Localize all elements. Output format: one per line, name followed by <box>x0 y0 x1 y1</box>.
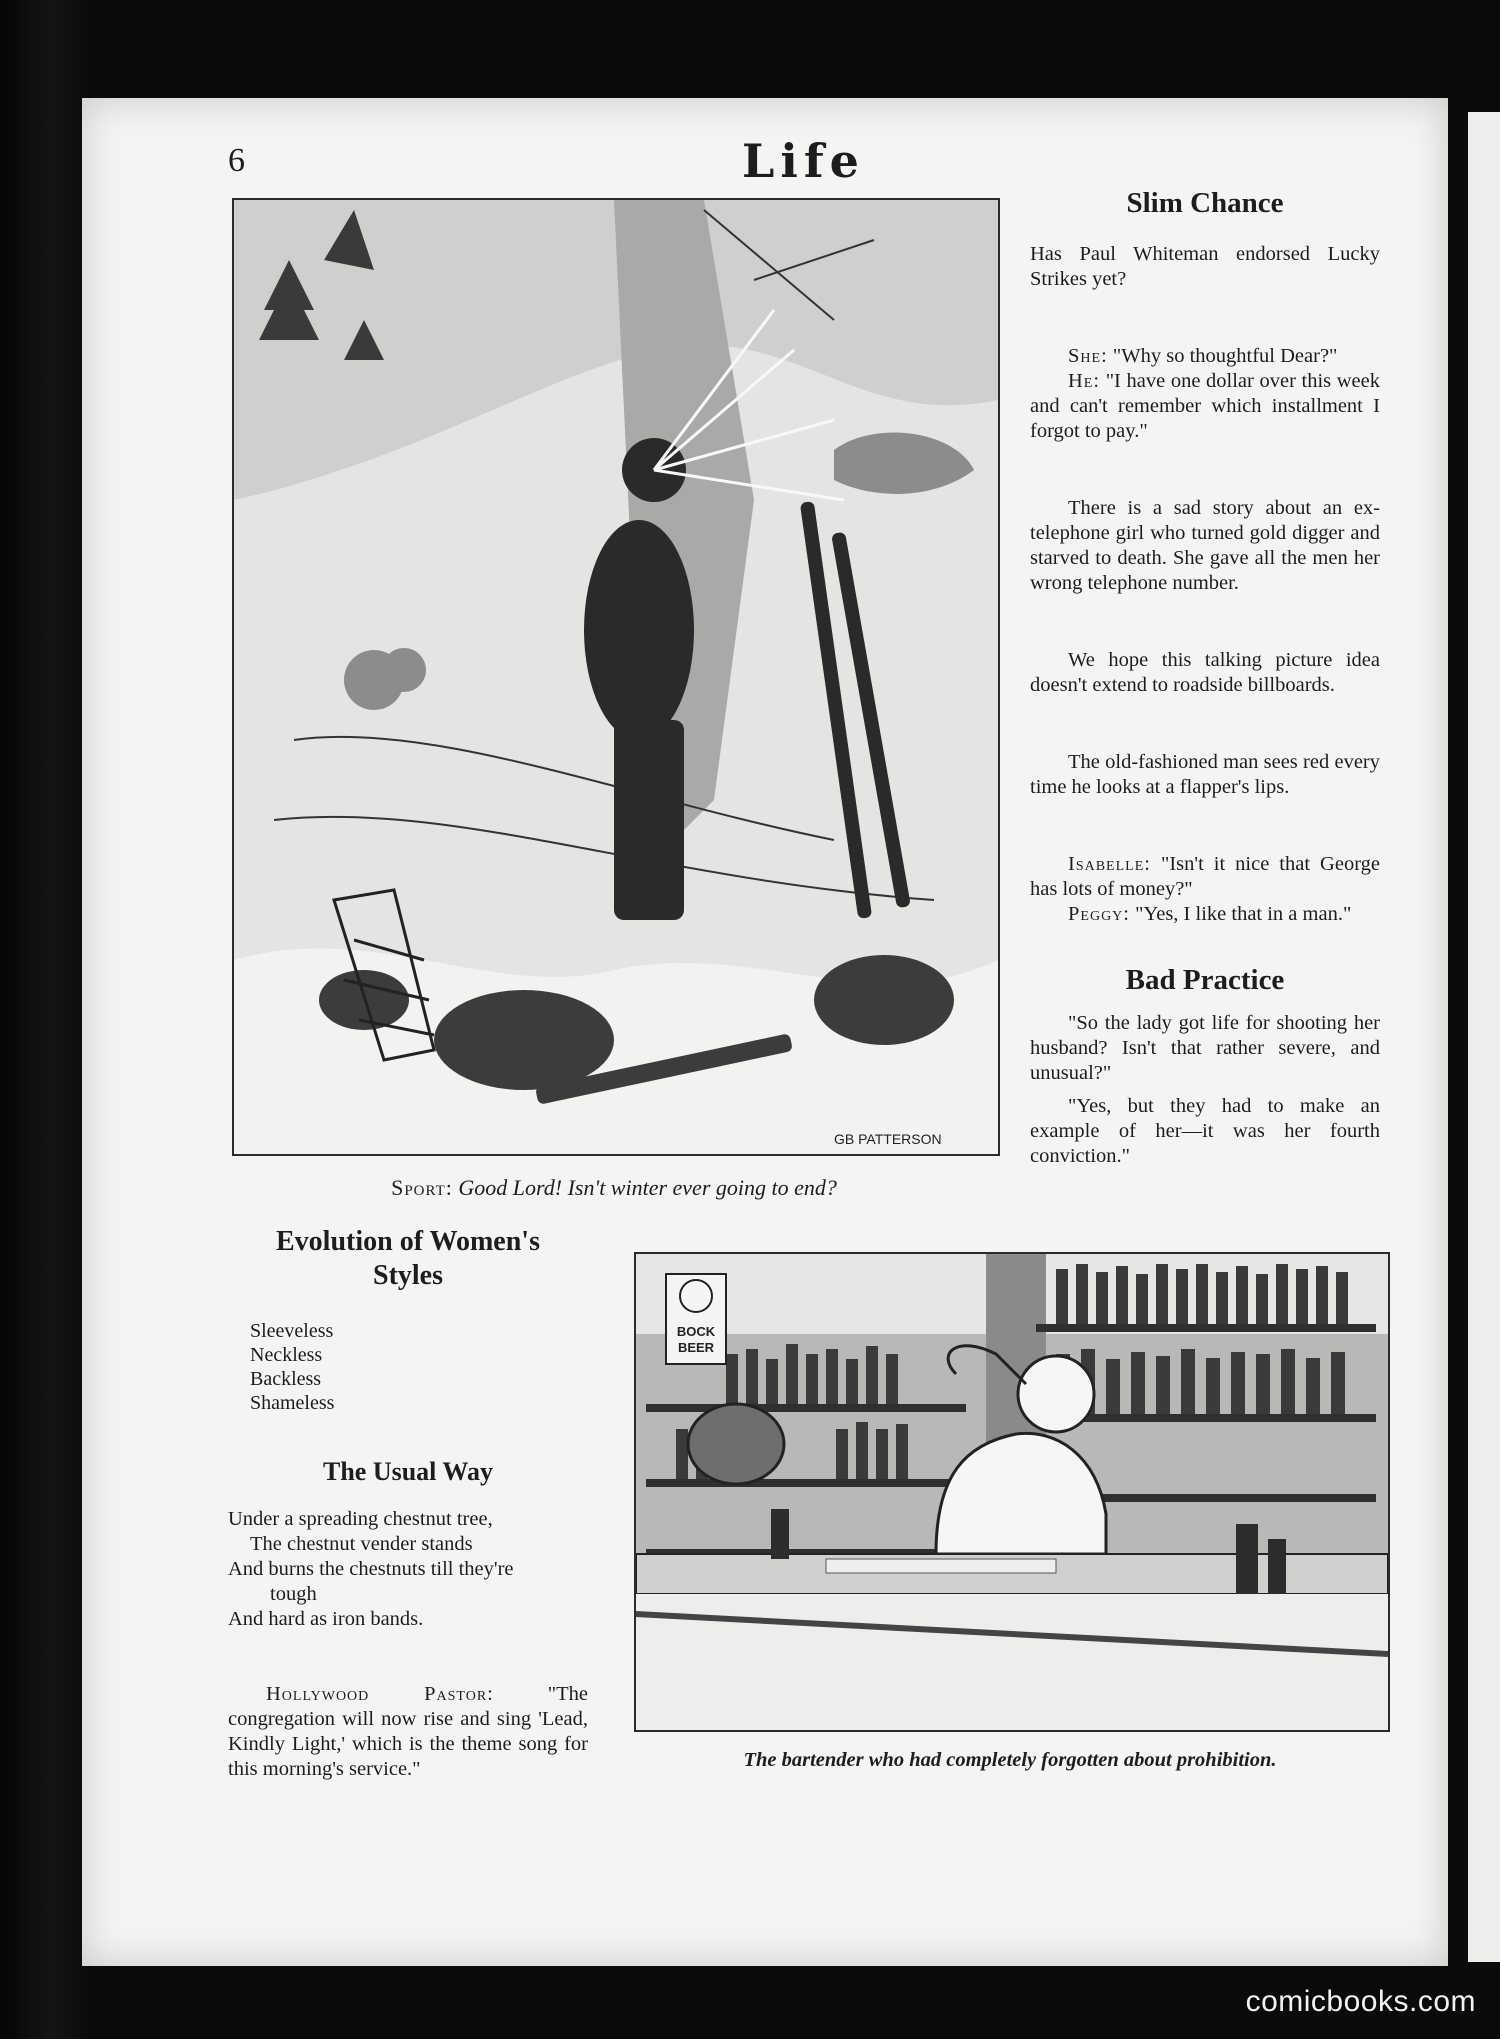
ski-cartoon-drawing <box>234 200 998 1154</box>
bad-practice-heading: Bad Practice <box>1125 964 1285 996</box>
line-she: "Why so thoughtful Dear?" <box>1112 345 1338 367</box>
poem-line: Under a spreading chestnut tree, <box>228 1508 493 1530</box>
watermark: comicbooks.com <box>1245 1985 1476 2018</box>
page-number: 6 <box>228 142 245 179</box>
speaker-pastor: Hollywood Pastor: <box>266 1683 494 1705</box>
poem-line: And burns the chestnuts till they're <box>228 1558 514 1580</box>
facing-page-edge <box>1468 112 1500 1962</box>
bock-beer-sign-line2: BEER <box>677 1340 715 1355</box>
bock-beer-sign-line1: BOCK <box>676 1324 716 1339</box>
bartender-caption <box>634 1749 1386 1772</box>
hollywood-pastor-joke <box>228 1682 588 1782</box>
usual-way-heading: The Usual Way <box>322 1457 493 1486</box>
dialog-line <box>1030 852 1380 902</box>
poem-line: tough <box>270 1583 317 1605</box>
right-column <box>1030 186 1380 1169</box>
bartender-illustration <box>634 1252 1390 1732</box>
joke-telephone-girl: There is a sad story about an ex-telephone girl who turned gold digger and starved to death. She gave all the men her wrong telephone number. <box>1030 497 1380 594</box>
speaker-she: She: <box>1068 345 1108 367</box>
slim-chance-heading: Slim Chance <box>1126 187 1284 219</box>
bad-practice-answer: "Yes, but they had to make an example of her—it was her fourth conviction." <box>1030 1095 1380 1167</box>
evolution-list <box>228 1319 588 1415</box>
evolution-heading: Evolution of Women's Styles <box>276 1226 540 1291</box>
left-lower-column <box>228 1225 588 1782</box>
caption-text: Good Lord! Isn't winter ever going to end? <box>458 1175 837 1200</box>
bartender-drawing <box>636 1254 1388 1730</box>
line-he: "I have one dollar over this week and can't remember which installment I forgot to pay." <box>1030 370 1381 442</box>
speaker-he: He: <box>1068 370 1101 392</box>
page-header <box>82 134 1448 194</box>
magazine-page <box>82 98 1448 1966</box>
ski-cartoon-caption <box>232 1175 996 1201</box>
joke-isabelle-peggy <box>1030 852 1380 927</box>
scan-dark-edge <box>0 0 82 2039</box>
pastor-line: "The congregation will now rise and sing 'Lead, Kindly Light,' which is the theme song for this morning's service." <box>228 1683 589 1780</box>
joke-installment <box>1030 344 1380 444</box>
chestnut-poem <box>228 1507 588 1632</box>
list-item: Backless <box>250 1368 322 1390</box>
line-peggy: "Yes, I like that in a man." <box>1135 903 1352 925</box>
line-isabelle: "Isn't it nice that George has lots of money?" <box>1030 853 1381 900</box>
artist-signature: GB PATTERSON <box>834 1131 942 1147</box>
joke-talking-picture: We hope this talking picture idea doesn't extend to roadside billboards. <box>1030 649 1380 696</box>
dialog-line <box>1030 369 1380 444</box>
masthead-title: Life <box>742 134 865 188</box>
speaker-isabelle: Isabelle: <box>1068 853 1151 875</box>
dialog-line <box>1030 902 1380 927</box>
ski-cartoon-illustration <box>232 198 1000 1156</box>
bartender-caption-text: The bartender who had completely forgotten about prohibition. <box>743 1749 1277 1771</box>
list-item: Neckless <box>250 1344 323 1366</box>
list-item: Shameless <box>250 1392 335 1414</box>
speaker-peggy: Peggy: <box>1068 903 1130 925</box>
joke-whiteman: Has Paul Whiteman endorsed Lucky Strikes yet? <box>1030 243 1380 290</box>
joke-old-fashioned-man: The old-fashioned man sees red every time he looks at a flapper's lips. <box>1030 751 1380 798</box>
poem-line: The chestnut vender stands <box>250 1533 473 1555</box>
dialog-line <box>1030 344 1380 369</box>
caption-speaker: Sport: <box>391 1175 453 1200</box>
bad-practice-question: "So the lady got life for shooting her husband? Isn't that rather severe, and unusual?" <box>1030 1012 1380 1084</box>
poem-line: And hard as iron bands. <box>228 1608 424 1630</box>
list-item: Sleeveless <box>250 1320 334 1342</box>
